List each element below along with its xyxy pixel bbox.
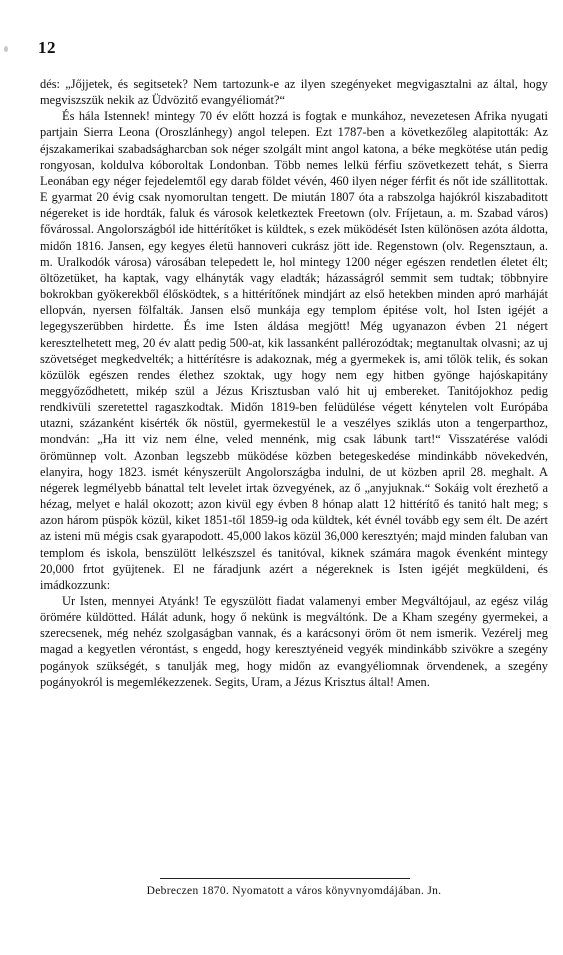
page-number: 12	[38, 38, 56, 57]
printer-imprint: Debreczen 1870. Nyomatott a város könyvnyomdájában. Jn.	[146, 885, 442, 897]
paper-speck	[4, 46, 8, 52]
paragraph-sierra-leone: És hála Istennek! mintegy 70 év előtt hozzá is fogtak e munkához, nevezetesen Afrika nyugati partjain Sierra Leona (Oroszlánhegy) angol telepen. Ezt 1787-ben a következőleg alapitották: Az éjszakamerikai szabadságharcban sok néger szolgált mint angol katona, a béke megkötése után pedig rongyosan, koldulva kóboroltak Londonban. Több nemes lelkü férfiu szövetkezett tehát, s Sierra Leonában egy néger fejedelemtől egy darab földet vévén, 460 ilyen néger férfit és nőt ide szállitottak. E gyarmat 20 évig csak nyomorultan tengett. De miután 1807 óta a rabszolga hajókról kiszabaditott négereket is ide hordták, faluk és városok keletkeztek Freetown (olv. Fríjetaun, a. m. Szabad város) fővárossal. Angolországból ide hittérítőket is küldtek, s ezek müködését Isten különösen azóta áldotta, midőn 1816. Jansen, egy kegyes életü hannoveri cukrász jött ide. Regenstown (olv. Regensztaun, a. m. Uralkodók városa) városában telepedett le, hol mintegy 1200 néger egészen rendetlen életet élt; öltözetüket, ha kaptak, vagy elhányták vagy eladták; házasságról semmit sem tudtak; többnyire bokrokban gyökerekből élősködtek, s a hittérítőnek mindjárt az első hetekben minden apró marháját ellopván, nyersen fölfalták. Jansen első munkája egy templom épitése volt, hol Isten igéjét a legegyszerübben hirdette. És ime Isten áldása megjött! Még ugyanazon évben 21 négert keresztelhetett meg, 20 év alatt pedig 500-at, kik lassanként pallérozódtak; megtanultak olvasni; az uj szövetséget megkedvelték; a hittérítésre is adakoznak, még a gyermekek is, ami tőlök telik, és sokan közülök egészen rendes élethez szoktak, ugy hogy nem egy hitben gyönge hajóskapitány meggyőződhetett, mikép szül a Jézus Krisztusban való hit uj embereket. Tanitójokhoz pedig rendkivüli szeretettel ragaszkodtak. Midőn 1819-ben felüdülése végett kénytelen volt Európába utazni, százanként kisérték ők nöstül, gyermekestül le a veszélyes sziklás uton a tengerparthoz, mondván: „Ha itt viz nem élne, veled mennénk, mig csak lábunk tart!“ Visszatérése valódi örömünnep volt. Azonban legszebb müködése közben betegeskedése mindinkább növekedvén, elanyira, hogy 1823. ismét kényszerült Angolországba indulni, de ut közben april 28. meghalt. A négerek legmélyebb bánattal telt levelet irtak özvegyének, az ő „anyjuknak.“ Sokáig volt érezhető a hézag, melyet e halál okozott; azon kivül egy évben 8 hónap alatt 12 hittérítő és tanitó halt meg; s azon három püspök közül, kiket 1851-től 1859-ig oda küldtek, két évnél tovább egy sem élt. De azért az isteni mü mégis csak gyarapodott. 45,000 lakos közül 36,000 keresztyén; majd minden faluban van templom és iskola, benszülött lelkészszel és tanitóval, kiknek számára magok évenként mintegy 20,000 frtot gyüjtenek. El ne fáradjunk azért a négereknek is Isten igéjét megküldeni, és imádkozzunk:	[40, 109, 548, 592]
footer-rule	[160, 878, 410, 879]
paragraph-opening: dés: „Jőjjetek, és segitsetek? Nem tartozunk-e az ilyen szegényeket megvigasztalni az által, hogy megviszszük nekik az Üdvözitő evangyéliomát?“	[40, 77, 548, 108]
body-text	[40, 76, 548, 690]
paragraph-prayer: Ur Isten, mennyei Atyánk! Te egyszülött fiadat valamenyi ember Megváltójaul, az egész világ örömére küldötted. Hálát adunk, hogy ő nekünk is megváltónk. De a Kham szegény gyermekei, a szerecsenek, még nehéz szolgaságban vannak, és a karácsonyi öröm öt nem ismerik. Vezérelj meg magad a kegyetlen vérontást, s engedd, hogy keresztyéneid vegyék mindinkább szivökre a szegény pogányok szükségét, s tanulják meg, hogy midőn az evangyéliomnak örvendenek, a szegény pogányokról is megemlékezzenek. Segits, Uram, a Jézus Krisztus által! Amen.	[40, 594, 548, 689]
